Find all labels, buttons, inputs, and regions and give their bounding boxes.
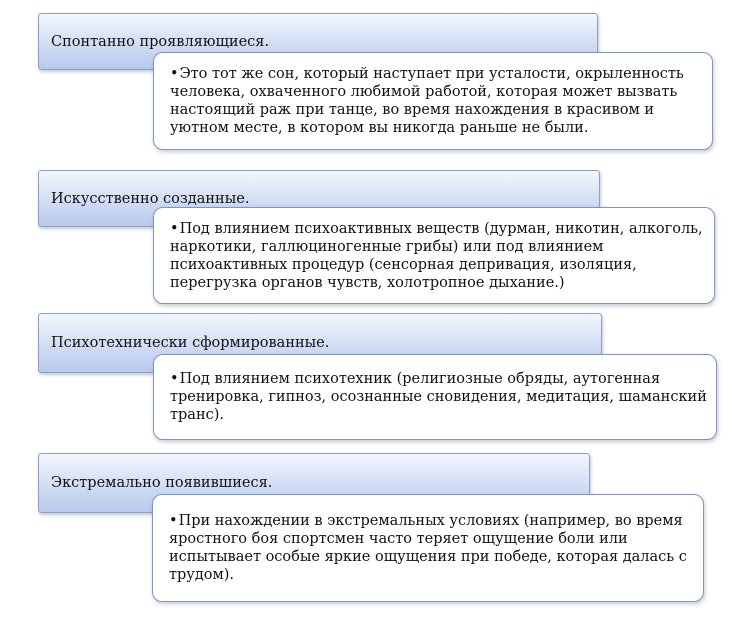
category-detail-text bbox=[169, 512, 695, 584]
bullet-marker: • bbox=[169, 513, 178, 529]
bullet-marker: • bbox=[170, 371, 179, 387]
category-detail-spontaneous bbox=[153, 52, 713, 150]
category-detail-text bbox=[170, 220, 706, 292]
category-detail-label: Под влиянием психотехник (религиозные обряды, аутогенная тренировка, гипноз, осознанные сновидения, медитация, шаманский транс). bbox=[170, 371, 707, 423]
category-detail-text bbox=[170, 65, 704, 137]
category-header-label: Искусственно созданные. bbox=[51, 190, 250, 207]
category-header-label: Экстремально появившиеся. bbox=[51, 475, 273, 491]
category-header-label: Спонтанно проявляющиеся. bbox=[51, 33, 270, 50]
category-detail-label: При нахождении в экстремальных условиях (например, во время яростного боя спортсмен часто теряет ощущение боли или испытывает особые яркие ощущения при победе, которая далась с трудом). bbox=[169, 513, 687, 583]
category-detail-artificial bbox=[153, 207, 715, 304]
bullet-marker: • bbox=[170, 220, 179, 237]
category-detail-label: Под влиянием психоактивных веществ (дурман, никотин, алкоголь, наркотики, галлюциногенные грибы) или под влиянием психоактивных процедур (сенсорная депривация, изоляция, перегрузка органов чувств, холотропное дыхание.) bbox=[170, 220, 703, 291]
bullet-marker: • bbox=[170, 66, 179, 82]
category-detail-extreme bbox=[152, 494, 704, 602]
category-header-label: Психотехнически сформированные. bbox=[51, 335, 330, 351]
category-detail-label: Это тот же сон, который наступает при усталости, окрыленность человека, охваченного любимой работой, которая может вызвать настоящий раж при танце, во время нахождения в красивом и уютном месте, в котором вы никогда раньше не были. bbox=[170, 66, 684, 136]
category-detail-psychotechnical bbox=[153, 354, 717, 440]
category-detail-text bbox=[170, 370, 708, 424]
